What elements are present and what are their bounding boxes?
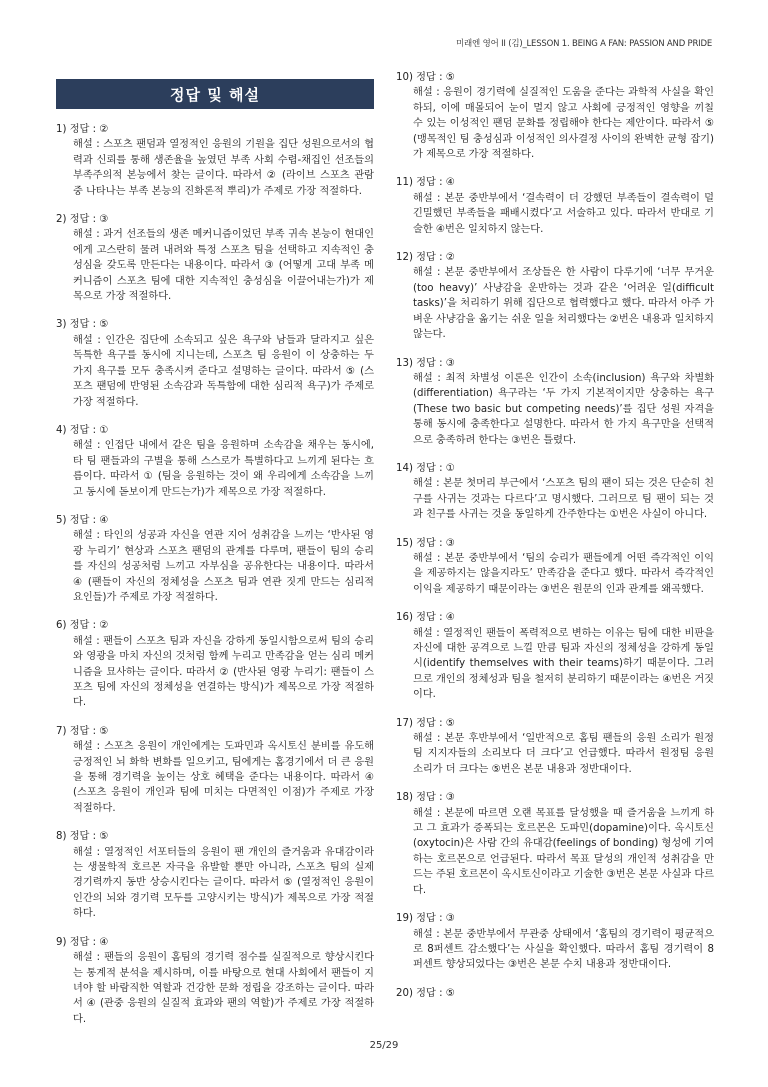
answer-entry: [396, 911, 714, 973]
answer-line: 4) 정답 : ①: [56, 424, 109, 436]
explanation-text: 해설 : 본문 중반부에서 조상들은 한 사람이 다루기에 ‘너무 무거운(too heavy)’ 사냥감을 운반하는 것과 같은 ‘어려운 일(difficult tasks)’을 처리하기 위해 집단으로 협력했다고 했다. 따라서 아주 가벼운 사냥감을 옮기는 쉬운 일을 처리했다는 ②번은 내용과 일치하지 않는다.: [413, 267, 714, 341]
answer-entry: [56, 724, 374, 816]
explanation-text: 해설 : 스포츠 응원이 개인에게는 도파민과 옥시토신 분비를 유도해 긍정적인 뇌 화학 변화를 일으키고, 팀에게는 홈경기에서 더 큰 응원을 통해 경기력을 높이는 상호 혜택을 준다는 내용이다. 따라서 ④ (스포츠 응원이 개인과 팀에 미치는 다면적인 이점)가 주제로 가장 적절하다.: [73, 741, 374, 814]
page-number: 25/29: [369, 1040, 399, 1051]
explanation-text: 해설 : 팬들이 스포츠 팀과 자신을 강하게 동일시함으로써 팀의 승리와 영광을 마치 자신의 것처럼 함께 누리고 만족감을 얻는 심리 메커니즘을 묘사하는 글이다. 따라서 ② (반사된 영광 누리기: 팬들이 스포츠 팀에 자신의 정체성을 연결하는 방식)가 제목으로 가장 적절하다.: [73, 635, 374, 709]
explanation-text: 해설 : 과거 선조들의 생존 메커니즘이었던 부족 귀속 본능이 현대인에게 고스란히 물려 내려와 특정 스포츠 팀을 선택하고 지속적인 충성심을 갖도록 만든다는 내용이다. 따라서 ③ (어떻게 고대 부족 메커니즘이 스포츠 팀에 대한 지속적인 충성심을 이끌어내는가)가 제목으로 가장 적절하다.: [73, 229, 374, 303]
answer-entry: [396, 536, 714, 598]
answer-line: 15) 정답 : ③: [396, 537, 455, 549]
answer-entry: [396, 461, 714, 523]
answer-line: 1) 정답 : ②: [56, 124, 109, 135]
explanation-text: 해설 : 타인의 성공과 자신을 연관 지어 성취감을 느끼는 ‘반사된 영광 누리기’ 현상과 스포츠 팬덤의 관계를 다루며, 팬들이 팀의 승리를 자신의 성공처럼 느끼고 자부심을 공유한다는 내용이다. 따라서 ④ (팬들이 자신의 정체성을 스포츠 팀과 연관 짓게 만드는 심리적 요인들)가 주제로 가장 적절하다.: [73, 530, 374, 603]
answer-line: 5) 정답 : ④: [56, 514, 109, 526]
answer-line: 17) 정답 : ⑤: [396, 717, 455, 729]
answer-entry: [56, 935, 374, 1027]
answer-line: 11) 정답 : ④: [396, 177, 455, 189]
answer-entry: [56, 122, 374, 199]
answer-line: 7) 정답 : ⑤: [56, 725, 109, 737]
answer-entry: [396, 610, 714, 702]
answer-entry: [56, 513, 374, 605]
answer-entry: [396, 250, 714, 342]
answer-entry: [396, 356, 714, 448]
answer-line: 14) 정답 : ①: [396, 462, 455, 474]
answer-entry: [396, 175, 714, 237]
explanation-text: 해설 : 팬들의 응원이 홈팀의 경기력 점수를 실질적으로 향상시킨다는 통계적 분석을 제시하며, 이를 바탕으로 현대 사회에서 팬들이 지녀야 할 바람직한 역할과 건강한 문화 정립을 강조하는 글이다. 따라서 ④ (관중 응원의 실질적 효과와 팬의 역할)가 주제로 가장 적절하다.: [73, 952, 374, 1025]
answer-line: 9) 정답 : ④: [56, 936, 109, 948]
answer-line: 19) 정답 : ③: [396, 913, 455, 925]
left-column: [56, 122, 374, 1040]
answer-line: 2) 정답 : ③: [56, 214, 109, 226]
answer-line: 10) 정답 : ⑤: [396, 72, 455, 83]
running-header: 미래엔 영어 II (김)_LESSON 1. BEING A FAN: PASSION AND PRIDE: [456, 39, 712, 49]
answer-line: 13) 정답 : ③: [396, 357, 455, 369]
answer-entry: [56, 423, 374, 500]
answer-line: 3) 정답 : ⑤: [56, 319, 109, 331]
explanation-text: 해설 : 인간은 집단에 소속되고 싶은 욕구와 남들과 달라지고 싶은 독특한 욕구를 동시에 지니는데, 스포츠 팀 응원이 이 상충하는 두 가지 욕구를 모두 충족시켜 준다고 설명하는 글이다. 따라서 ⑤ (스포츠 팬덤에 반영된 소속감과 독특함에 대한 심리적 욕구)가 주제로 가장 적절하다.: [73, 334, 374, 408]
explanation-text: 해설 : 최적 차별성 이론은 인간이 소속(inclusion) 욕구와 차별화(differentiation) 욕구라는 ‘두 가지 기본적이지만 상충하는 욕구(These two basic but competing needs)’를 집단 성원 자격을 통해 동시에 충족한다고 설명한다. 따라서 한 가지 욕구만을 선택적으로 충족하려 한다는 ③번은 틀렸다.: [413, 372, 714, 446]
explanation-text: 해설 : 본문 첫머리 부근에서 ‘스포츠 팀의 팬이 되는 것은 단순히 친구를 사귀는 것과는 다르다’고 명시했다. 그러므로 팀 팬이 되는 것과 친구를 사귀는 것을 동일하게 간주한다는 ①번은 사실이 아니다.: [413, 478, 714, 521]
explanation-text: 해설 : 본문 중반부에서 무관중 상태에서 ‘홈팀의 경기력이 평균적으로 8퍼센트 감소했다’는 사실을 확인했다. 따라서 홈팀 경기력이 8퍼센트 향상되었다는 ③번은 본문 수치 내용과 정반대이다.: [413, 928, 714, 971]
answer-line: 20) 정답 : ⑤: [396, 987, 455, 999]
answer-entry: [56, 212, 374, 304]
right-column: [396, 70, 714, 1014]
answer-line: 8) 정답 : ⑤: [56, 831, 109, 843]
answer-entry: [56, 317, 374, 409]
explanation-text: 해설 : 열정적인 팬들이 폭력적으로 변하는 이유는 팀에 대한 비판을 자신에 대한 공격으로 느낄 만큼 팀과 자신의 정체성을 강하게 동일시(identify themselves with their teams)하기 때문이다. 그러므로 개인의 정체성과 팀을 철저히 분리하기 때문이라는 ④번은 거짓이다.: [413, 627, 714, 701]
explanation-text: 해설 : 열정적인 서포터들의 응원이 팬 개인의 즐거움과 유대감이라는 생물학적 호르몬 자극을 유발할 뿐만 아니라, 스포츠 팀의 실제 경기력까지 동반 상승시킨다는 글이다. 따라서 ⑤ (열정적인 응원이 인간의 뇌와 경기력 모두를 고양시키는 방식)가 제목으로 가장 적절하다.: [73, 846, 374, 920]
explanation-text: 해설 : 본문 중반부에서 ‘결속력이 더 강했던 부족들이 결속력이 덜 긴밀했던 부족들을 패배시켰다’고 서술하고 있다. 따라서 반대로 기술한 ④번은 일치하지 않는다.: [413, 192, 714, 235]
answer-line: 6) 정답 : ②: [56, 620, 109, 632]
answer-entry: [396, 716, 714, 778]
answer-entry: [56, 618, 374, 710]
answer-entry: [396, 986, 714, 1001]
answer-line: 16) 정답 : ④: [396, 612, 455, 624]
answer-entry: [396, 70, 714, 162]
explanation-text: 해설 : 본문에 따르면 오랜 목표를 달성했을 때 즐거움을 느끼게 하고 그 효과가 증폭되는 호르몬은 도파민(dopamine)이다. 옥시토신(oxytocin)은 사람 간의 유대감(feelings of bonding) 형성에 기여하는 호르몬으로 언급된다. 따라서 목표 달성의 개인적 성취감을 만드는 주된 호르몬이 옥시토신이라고 기술한 ③번은 본문 사실과 다르다.: [413, 807, 714, 896]
explanation-text: 해설 : 응원이 경기력에 실질적인 도움을 준다는 과학적 사실을 확인하되, 이에 매몰되어 눈이 멀지 않고 사회에 긍정적인 영향을 끼칠 수 있는 이성적인 팬덤 문화를 정립해야 한다는 제안이다. 따라서 ⑤ (맹목적인 팀 충성심과 이성적인 의사결정 사이의 완벽한 균형 잡기)가 제목으로 가장 적절하다.: [413, 87, 714, 161]
explanation-text: 해설 : 본문 후반부에서 ‘일반적으로 홈팀 팬들의 응원 소리가 원정팀 지지자들의 소리보다 더 크다’고 언급했다. 따라서 원정팀 응원 소리가 더 크다는 ⑤번은 본문 내용과 정반대이다.: [413, 733, 714, 775]
answer-line: 18) 정답 : ③: [396, 792, 455, 804]
answer-line: 12) 정답 : ②: [396, 252, 455, 264]
explanation-text: 해설 : 스포츠 팬덤과 열정적인 응원의 기원을 집단 성원으로서의 협력과 신뢰를 통해 생존율을 높였던 부족 사회 수렵-채집인 선조들의 부족주의적 본능에서 찾는 글이다. 따라서 ② (라이브 스포츠 관람 중 나타나는 부족 본능의 진화론적 뿌리)가 주제로 가장 적절하다.: [73, 139, 374, 197]
explanation-text: 해설 : 인접단 내에서 같은 팀을 응원하며 소속감을 채우는 동시에, 타 팀 팬들과의 구별을 통해 스스로가 특별하다고 느끼게 된다는 흐름이다. 따라서 ① (팀을 응원하는 것이 왜 우리에게 소속감을 느끼고 동시에 돋보이게 만드는가)가 제목으로 가장 적절하다.: [73, 440, 374, 498]
answer-entry: [56, 829, 374, 921]
answer-entry: [396, 790, 714, 898]
explanation-text: 해설 : 본문 중반부에서 ‘팀의 승리가 팬들에게 어떤 즉각적인 이익을 제공하지는 않을지라도’ 만족감을 준다고 했다. 따라서 즉각적인 이익을 제공하기 때문이라는 ③번은 원문의 인과 관계를 왜곡했다.: [413, 552, 714, 595]
section-title: 정답 및 해설: [56, 79, 374, 109]
